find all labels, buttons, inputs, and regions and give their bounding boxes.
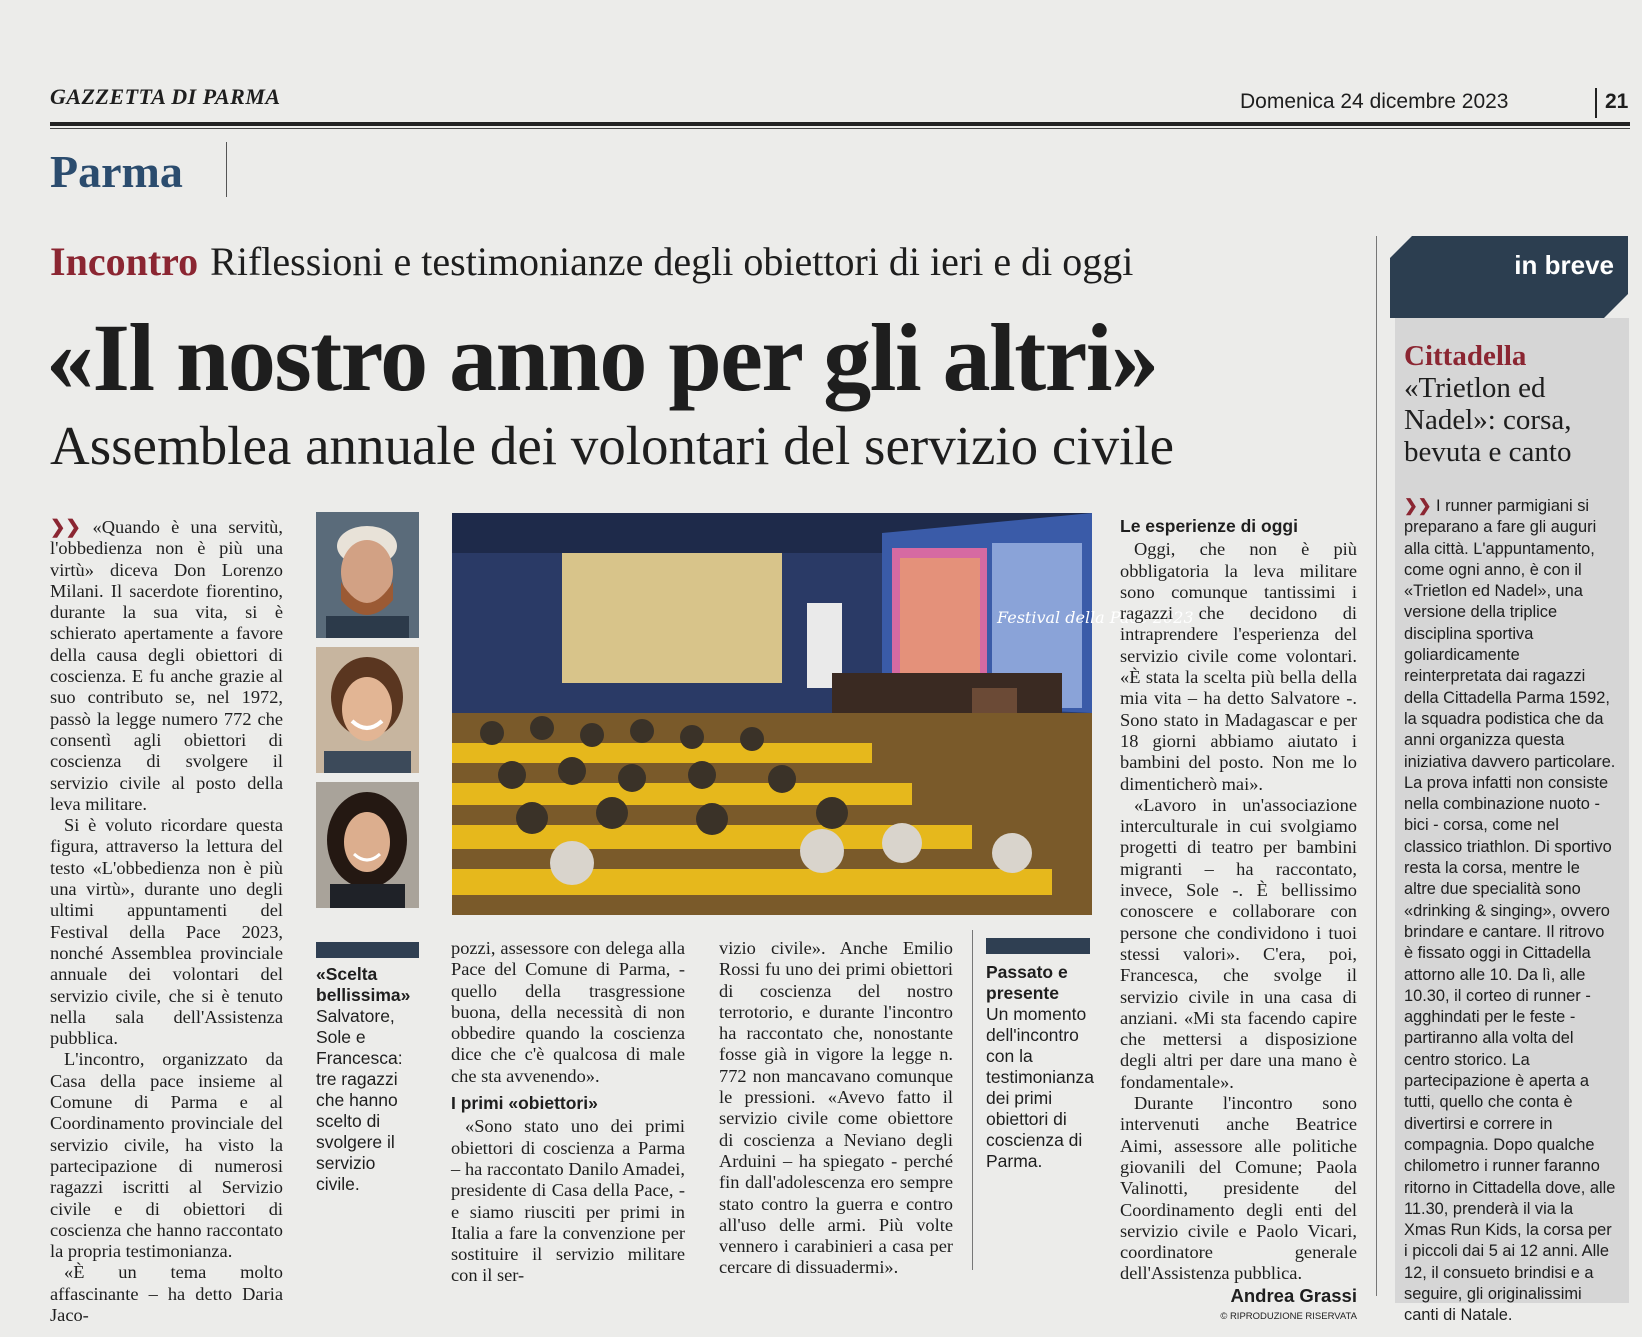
photo-caption-title: Passato e presente <box>986 962 1068 1003</box>
brief-divider <box>1376 236 1377 1296</box>
paragraph: Si è voluto ricordare questa figura, attraverso la lettura del testo «L'obbedienza non è più una virtù», durante uno degli ultimi appuntamenti del Festival della Pace 2023, nonché Assemblea provinciale annuale dei volontari del servizio civile, che si è tenuto nella sala dell'Assistenza pubblica. <box>50 815 283 1049</box>
issue-date: Domenica 24 dicembre 2023 <box>1240 90 1509 113</box>
article-headline: «Il nostro anno per gli altri» <box>46 304 1158 411</box>
article-column-1 <box>50 516 283 1326</box>
portrait-sole <box>316 647 419 773</box>
caption-bar <box>986 938 1090 954</box>
caption-bar <box>316 942 419 958</box>
article-kicker <box>50 238 1133 285</box>
section-title: Parma <box>50 146 183 197</box>
byline: Andrea Grassi <box>1230 1284 1357 1306</box>
header-divider <box>1595 88 1597 118</box>
article-subheadline: Assemblea annuale dei volontari del servizio civile <box>50 415 1175 476</box>
brief-tab <box>1390 236 1628 318</box>
masthead: GAZZETTA DI PARMA <box>50 84 281 109</box>
paragraph: ❯❯ «Quando è una servitù, l'obbedienza non è più una virtù» diceva Don Lorenzo Milani. Il sacerdote fiorentino, durante la sua vita, si è schierato apertamente a favore della causa degli obiettori di coscienza. E fu anche grazie al suo contributo se, nel 1972, passò la legge numero 772 che consentì agli obiettori di coscienza di svolgere il servizio civile al posto della leva militare. <box>50 516 283 814</box>
article-column-2 <box>451 938 685 1287</box>
paragraph: Durante l'incontro sono intervenuti anche Beatrice Aimi, assessore alle politiche giovanili del Comune; Paola Valinotti, presidente del Coordinamento degli enti del servizio civile e Paolo Vicari, coordinatore generale dell'Assistenza pubblica. <box>1120 1093 1357 1284</box>
subtitle-esperienze: Le esperienze di oggi <box>1120 516 1298 536</box>
portrait-francesca <box>316 782 419 908</box>
paragraph: pozzi, assessore con delega alla Pace del Comune di Parma, - quello della trasgressione buona, della necessità di non obbedire quando la coscienza dice che c'è qualcosa di male che sta avvenendo». <box>451 938 685 1086</box>
photo-caption-text: Un momento dell'incontro con la testimonianza dei primi obiettori di coscienza di Parma. <box>986 1004 1094 1171</box>
header-rule <box>50 122 1630 126</box>
portrait-salvatore <box>316 512 419 638</box>
section-divider <box>226 142 227 197</box>
page-number: 21 <box>1605 90 1629 113</box>
copyright: © RIPRODUZIONE RISERVATA <box>1220 1310 1357 1322</box>
paragraph: ❯❯ I runner parmigiani si preparano a fare gli auguri alla città. L'appuntamento, come ogni anno, è con il «Trietlon ed Nadel», una versione della triplice disciplina sportiva goliardicamente reinterpretata dai ragazzi della Cittadella Parma 1592, la squadra podistica che da anni organizza questa iniziativa davvero particolare. La prova infatti non consiste nella combinazione nuoto - bici - corsa, come nel classico triathlon. Di sportivo resta la corsa, mentre le altre due specialità sono «drinking & singing», ovvero brindare e cantare. Il ritrovo è fissato oggi in Cittadella attorno alle 10. Da lì, alle 10.30, il corteo di runner - agghindati per le feste - partiranno alla volta del centro storico. La partecipazione è aperta a tutti, quello che conta è divertirsi e correre in compagnia. Dopo qualche chilometro i runner faranno ritorno in Cittadella dove, alle 11.30, prenderà il via la Xmas Run Kids, la corsa per i piccoli dai 5 ai 12 anni. Alle 12, il consueto brindisi e a seguire, gli originalissimi canti di Natale. <box>1404 497 1616 1325</box>
column-divider <box>972 930 973 1270</box>
article-column-3 <box>719 938 953 1279</box>
brief-title: «Trietlon ed Nadel»: corsa, bevuta e canto <box>1404 372 1572 468</box>
paragraph: L'incontro, organizzato da Casa della pace insieme al Comune di Parma e al Coordinamento provinciale del servizio civile, ha visto la partecipazione di numerosi ragazzi iscritti al Servizio civile e di obiettori di coscienza che hanno raccontato la propria testimonianza. <box>50 1049 283 1262</box>
paragraph: «È un tema molto affascinante – ha detto Daria Jaco- <box>50 1262 283 1325</box>
kicker-text: Riflessioni e testimonianze degli obiettori di ieri e di oggi <box>210 239 1134 284</box>
paragraph-marker-icon: ❯❯ <box>1404 497 1437 515</box>
photo-caption <box>986 962 1096 1172</box>
paragraph: «Sono stato uno dei primi obiettori di coscienza a Parma – ha raccontato Danilo Amadei, presidente di Casa della Pace, - e siamo riusciti per primi in Italia a fare la convenzione per sostituire il servizio militare con il ser- <box>451 1116 685 1286</box>
kicker-label: Incontro <box>50 239 199 284</box>
header-rule-thin <box>50 128 1630 129</box>
subtitle-primi-obiettori: I primi «obiettori» <box>451 1093 598 1114</box>
paragraph: Oggi, che non è più obbligatoria la leva militare sono comunque tantissimi i ragazzi che decidono di intraprendere l'esperienza del servizio civile come volontari. «È stata la scelta più bella della mia vita – ha detto Salvatore -. Sono stato in Madagascar e per 18 giorni abbiamo aiutato i bambini del posto. Non me lo dimenticherò mai». <box>1120 539 1357 794</box>
faces-caption <box>316 964 422 1195</box>
screen-text: Festival della Pace 2023 <box>997 608 1194 627</box>
event-photo <box>452 513 1194 915</box>
brief-tab-label: in breve <box>1514 250 1614 280</box>
paragraph-marker-icon: ❯❯ <box>50 516 93 537</box>
paragraph: vizio civile». Anche Emilio Rossi fu uno dei primi obiettori di coscienza del nostro terrotorio, e durante l'incontro ha raccontato che, nonostante fosse già in vigore la legge n. 772 non mancavano comunque le pressioni. «Avevo fatto il servizio civile come obiettore di coscienza a Neviano degli Arduini – ha spiegato - perché fin dall'adolescenza ero sempre stato contro la guerra e contro all'uso delle armi. Più volte vennero i carabinieri a casa per cercare di dissuadermi». <box>719 938 953 1278</box>
brief-location: Cittadella <box>1404 340 1527 372</box>
brief-heading <box>1404 340 1624 468</box>
faces-caption-text: Salvatore, Sole e Francesca: tre ragazzi che hanno scelto di svolgere il servizio civile. <box>316 1006 403 1194</box>
article-column-4 <box>1120 516 1357 1327</box>
brief-body <box>1404 496 1616 1327</box>
paragraph: «Lavoro in un'associazione interculturale in cui svolgiamo progetti di teatro per bambini migranti – ha raccontato, invece, Sole -. È bellissimo conoscere e collaborare con persone che condividono i tuoi stessi valori». C'era, poi, Francesca, che svolge il servizio civile in una casa di anziani. «Mi sta facendo capire che mettersi a disposizione degli altri per dare una mano è fondamentale». <box>1120 794 1357 1092</box>
faces-caption-title: «Scelta bellissima» <box>316 964 411 1005</box>
